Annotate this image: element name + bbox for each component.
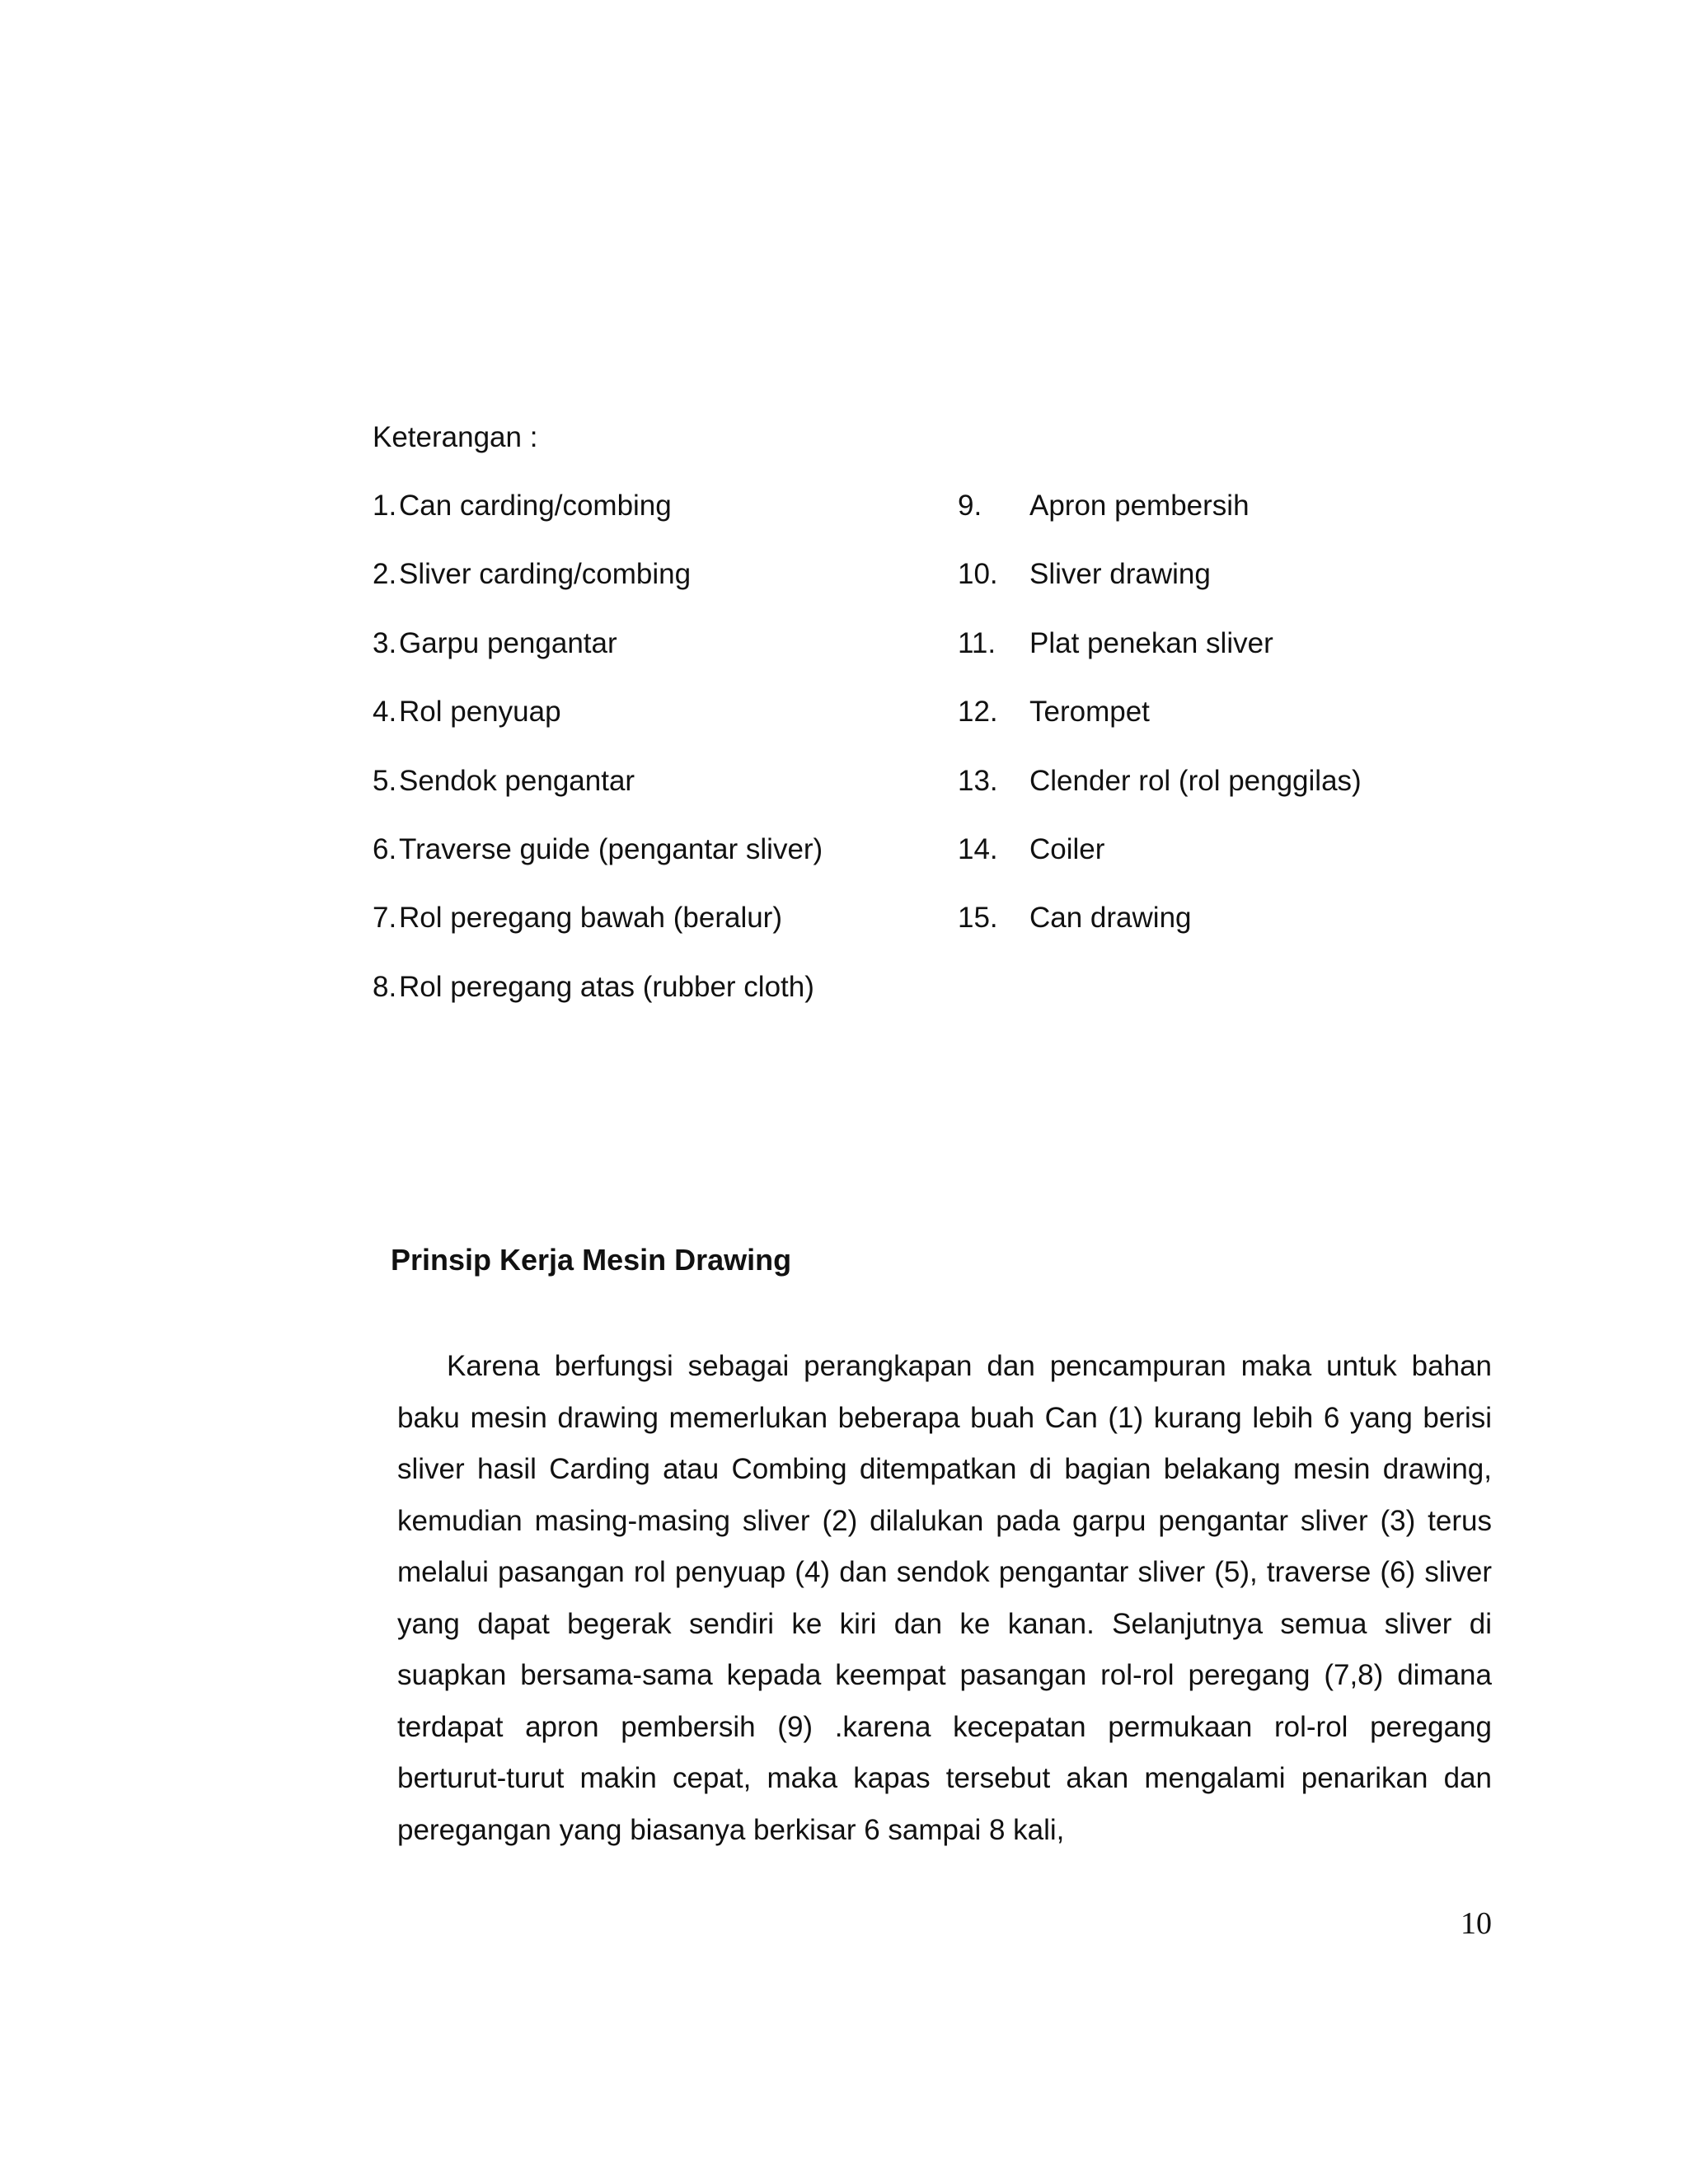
legend-item bbox=[958, 489, 1551, 523]
legend-item bbox=[373, 832, 933, 867]
legend-item-number: 4. bbox=[373, 696, 397, 729]
section-heading: Prinsip Kerja Mesin Drawing bbox=[391, 1243, 792, 1277]
legend-item bbox=[373, 489, 933, 523]
legend-item bbox=[373, 695, 933, 729]
legend-item-text: Can drawing bbox=[1029, 902, 1192, 935]
legend-item bbox=[373, 764, 933, 799]
legend-item-number: 7. bbox=[373, 902, 397, 935]
body-paragraph: Karena berfungsi sebagai perangkapan dan pencampuran maka untuk bahan baku mesin drawing memerlukan beberapa buah Can (1) kurang lebih 6 yang berisi sliver hasil Carding atau Combing ditempatkan di bagian belakang mesin drawing, kemudian masing-masing sliver (2) dilalukan pada garpu pengantar sliver (3) terus melalui pasangan rol penyuap (4) dan sendok pengantar sliver (5), traverse (6) sliver yang dapat begerak sendiri ke kiri dan ke kanan. Selanjutnya semua sliver di suapkan bersama-sama kepada keempat pasangan rol-rol peregang (7,8) dimana terdapat apron pembersih (9) .karena kecepatan permukaan rol-rol peregang berturut-turut makin cepat, maka kapas tersebut akan mengalami penarikan dan peregangan yang biasanya berkisar 6 sampai 8 kali, bbox=[397, 1350, 1492, 1846]
legend-item-number: 3. bbox=[373, 626, 397, 659]
legend-item-number: 13. bbox=[958, 764, 998, 797]
legend-item bbox=[373, 901, 933, 935]
legend-item-text: Apron pembersih bbox=[1029, 490, 1250, 522]
legend-item-number: 15. bbox=[958, 902, 998, 935]
legend-item bbox=[373, 557, 933, 592]
legend-item bbox=[958, 832, 1551, 867]
legend-item-number: 10. bbox=[958, 558, 998, 591]
legend-item-text: Garpu pengantar bbox=[399, 626, 617, 659]
legend-item bbox=[373, 626, 933, 661]
legend-item-number: 8. bbox=[373, 970, 397, 1003]
legend-item bbox=[958, 764, 1551, 799]
legend-item-text: Rol penyuap bbox=[399, 696, 561, 729]
legend-item-text: Traverse guide (pengantar sliver) bbox=[399, 832, 823, 865]
legend-item-text: Sendok pengantar bbox=[399, 764, 635, 797]
legend-item-number: 6. bbox=[373, 832, 397, 865]
legend-list-left bbox=[373, 489, 933, 1038]
legend-item-text: Plat penekan sliver bbox=[1029, 626, 1273, 659]
legend-item-number: 1. bbox=[373, 490, 397, 522]
page-number: 10 bbox=[1461, 1906, 1492, 1941]
legend-item-number: 9. bbox=[958, 490, 982, 522]
legend-item bbox=[958, 901, 1551, 935]
legend-item-text: Terompet bbox=[1029, 696, 1150, 729]
legend-item-text: Rol peregang bawah (beralur) bbox=[399, 902, 782, 935]
legend-item-number: 14. bbox=[958, 832, 998, 865]
legend-item-text: Coiler bbox=[1029, 832, 1105, 865]
legend-item-text: Rol peregang atas (rubber cloth) bbox=[399, 970, 814, 1003]
legend-item-number: 12. bbox=[958, 696, 998, 729]
legend-item bbox=[958, 557, 1551, 592]
legend-item-text: Sliver drawing bbox=[1029, 558, 1211, 591]
legend-item-text: Sliver carding/combing bbox=[399, 558, 692, 591]
legend-item-number: 2. bbox=[373, 558, 397, 591]
legend-item bbox=[958, 626, 1551, 661]
legend-item bbox=[958, 695, 1551, 729]
legend-title: Keterangan : bbox=[373, 421, 538, 453]
legend-item-text: Can carding/combing bbox=[399, 490, 672, 522]
legend-item-text: Clender rol (rol penggilas) bbox=[1029, 764, 1362, 797]
legend-item bbox=[373, 970, 933, 1005]
legend-list-right bbox=[958, 489, 1551, 970]
legend-item-number: 11. bbox=[958, 626, 996, 659]
legend-item-number: 5. bbox=[373, 764, 397, 797]
